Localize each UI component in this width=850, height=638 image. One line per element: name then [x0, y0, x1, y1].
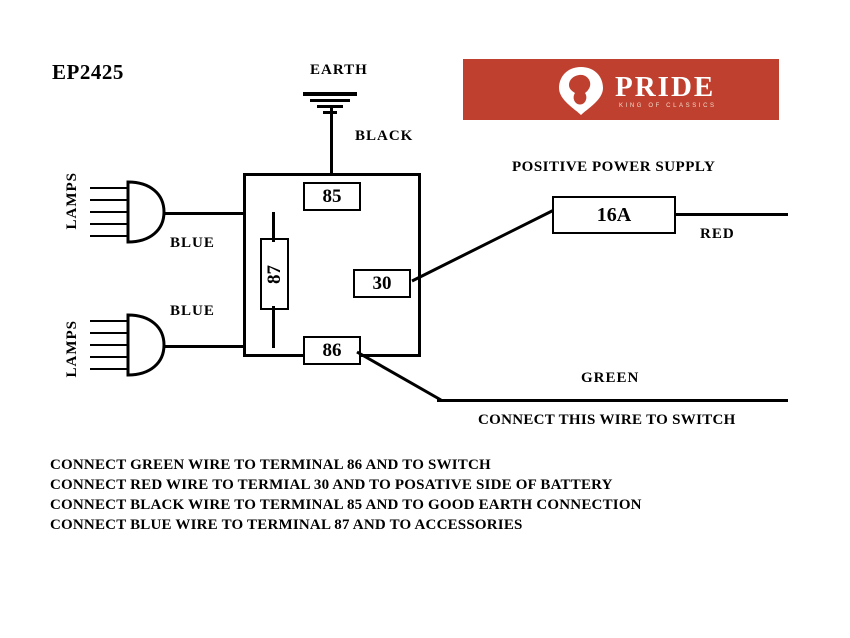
blue-label-top: BLUE — [170, 235, 215, 251]
logo-tagline-text: KING OF CLASSICS — [619, 103, 717, 109]
blue-wire-bottom — [163, 345, 245, 348]
instruction-list — [50, 455, 810, 535]
earth-label: EARTH — [310, 62, 368, 78]
earth-symbol-plate-1 — [303, 92, 357, 96]
terminal-85: 85 — [303, 182, 361, 211]
terminal-87-lead-bottom — [272, 306, 275, 348]
terminal-87 — [260, 238, 289, 310]
green-wire-to-switch — [437, 399, 788, 402]
green-wire-label: GREEN — [581, 370, 640, 386]
positive-power-supply-label: POSITIVE POWER SUPPLY — [512, 159, 716, 175]
green-wire-diagonal — [355, 350, 445, 405]
terminal-30: 30 — [353, 269, 411, 298]
instruction-item: CONNECT BLUE WIRE TO TERMINAL 87 AND TO ACCESSORIES — [50, 517, 523, 533]
terminal-87-label: 87 — [263, 264, 285, 284]
instruction-item: CONNECT RED WIRE TO TERMIAL 30 AND TO POSATIVE SIDE OF BATTERY — [50, 477, 613, 493]
black-wire-label: BLACK — [355, 128, 414, 144]
lamps-label-bottom: LAMPS — [64, 320, 80, 378]
red-wire-label: RED — [700, 226, 735, 242]
instruction-item: CONNECT GREEN WIRE TO TERMINAL 86 AND TO SWITCH — [50, 457, 491, 473]
instruction-item: CONNECT BLACK WIRE TO TERMINAL 85 AND TO GOOD EARTH CONNECTION — [50, 497, 642, 513]
connect-to-switch-label: CONNECT THIS WIRE TO SWITCH — [478, 412, 736, 428]
pride-logo-banner — [463, 59, 779, 120]
part-number: EP2425 — [52, 60, 124, 84]
red-wire-to-battery — [676, 213, 788, 216]
blue-wire-top — [163, 212, 245, 215]
logo-brand-text: PRIDE — [615, 71, 716, 103]
lamps-label-top: LAMPS — [64, 172, 80, 230]
fuse-16a: 16A — [552, 196, 676, 234]
red-wire-diagonal — [410, 205, 560, 285]
terminal-87-lead-top — [272, 212, 275, 242]
blue-label-bottom: BLUE — [170, 303, 215, 319]
earth-symbol-plate-2 — [310, 99, 350, 102]
terminal-86: 86 — [303, 336, 361, 365]
